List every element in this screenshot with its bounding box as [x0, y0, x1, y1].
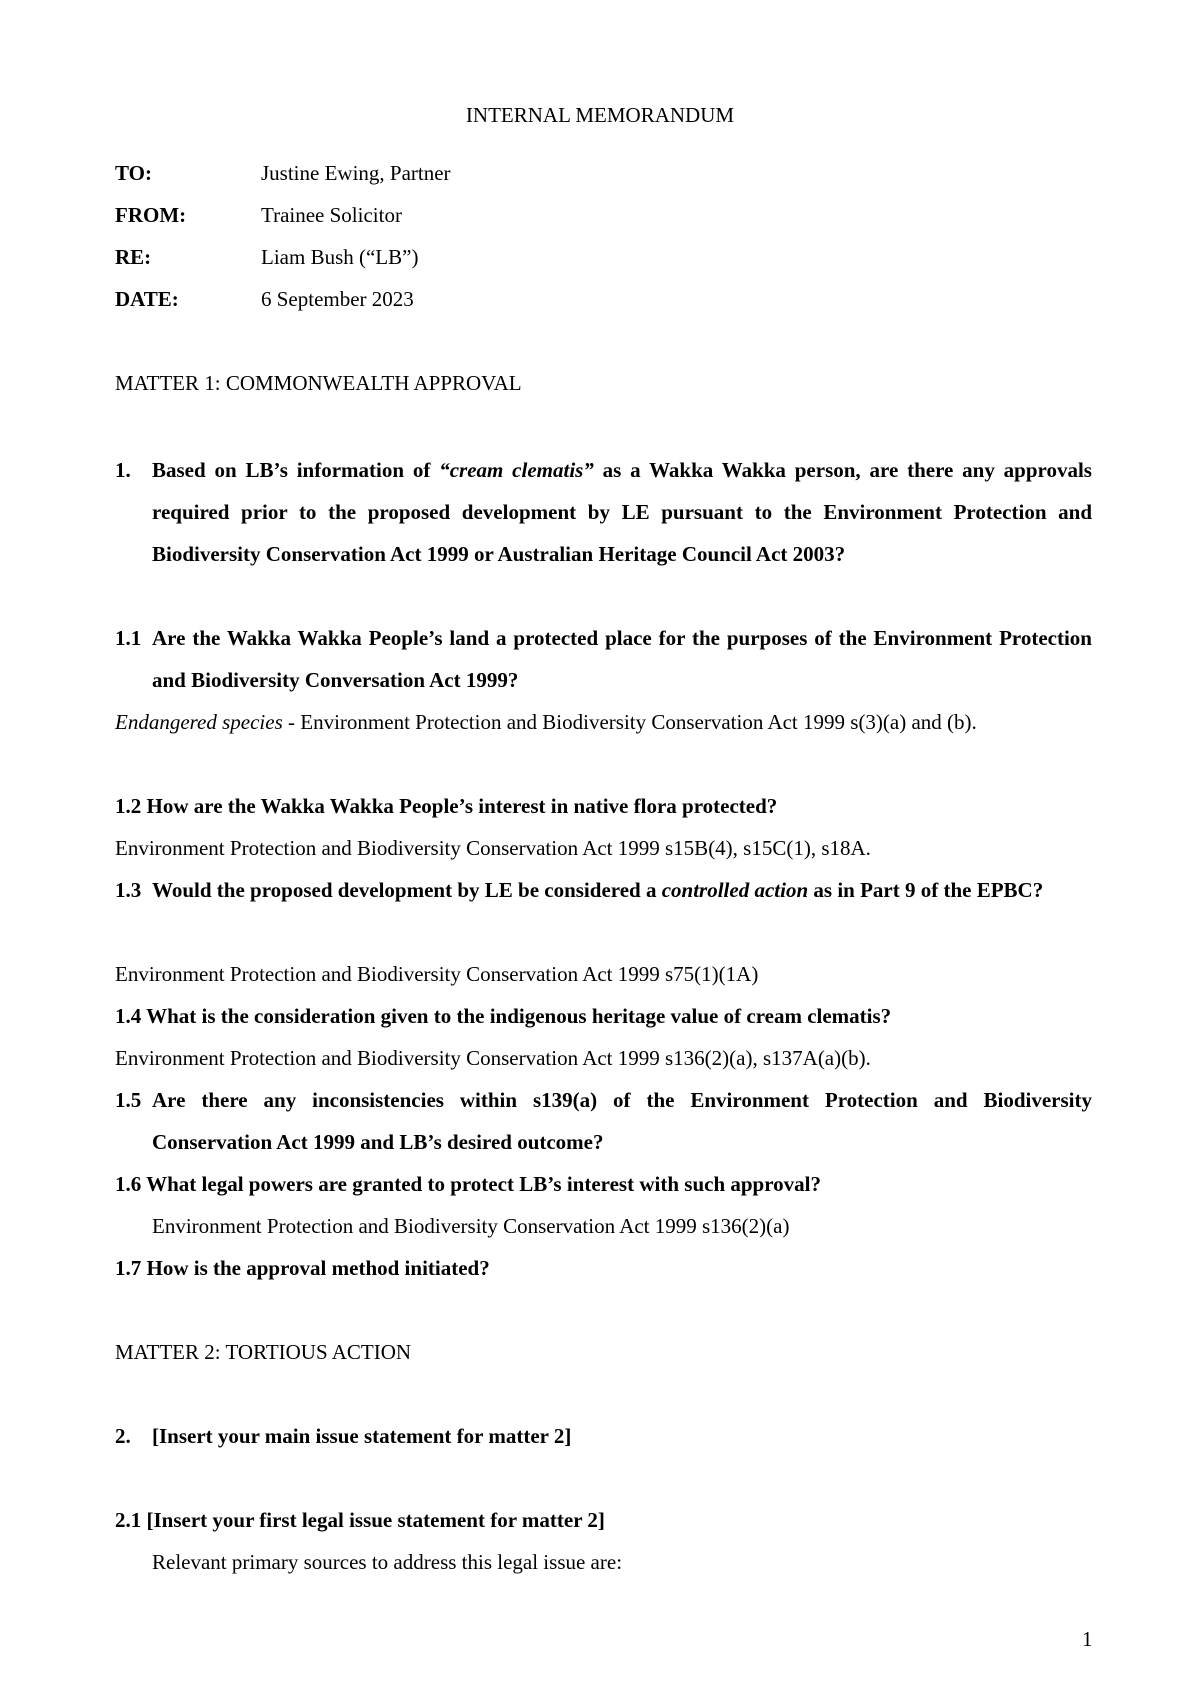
question-1-number: 1.: [115, 458, 131, 482]
from-value: Trainee Solicitor: [261, 203, 402, 227]
date-label: DATE:: [115, 287, 179, 311]
question-2: [Insert your main issue statement for matter 2]: [152, 1424, 572, 1448]
question-2-1: 2.1 [Insert your first legal issue statement for matter 2]: [115, 1508, 605, 1532]
question-1-7: 1.7 How is the approval method initiated?: [115, 1256, 490, 1280]
question-1-1-number: 1.1: [115, 626, 142, 650]
matter-1-heading: MATTER 1: COMMONWEALTH APPROVAL: [115, 371, 522, 395]
reference-2-1: Relevant primary sources to address this legal issue are:: [152, 1550, 623, 1574]
question-1-3-text-a: Would the proposed development by LE be considered a: [152, 878, 662, 902]
matter-2-heading: MATTER 2: TORTIOUS ACTION: [115, 1340, 412, 1364]
question-1-3-number: 1.3: [115, 878, 142, 902]
to-label: TO:: [115, 161, 152, 185]
re-value: Liam Bush (“LB”): [261, 245, 419, 269]
question-1-2: 1.2 How are the Wakka Wakka People’s interest in native flora protected?: [115, 794, 778, 818]
question-1-4: 1.4 What is the consideration given to the indigenous heritage value of cream clematis?: [115, 1004, 892, 1028]
reference-1-1-italic: Endangered species: [115, 710, 283, 734]
from-label: FROM:: [115, 203, 187, 227]
question-1-3-italic: controlled action: [661, 878, 809, 902]
reference-1-2: Environment Protection and Biodiversity Conservation Act 1999 s15B(4), s15C(1), s18A.: [115, 836, 871, 860]
reference-1-3: Environment Protection and Biodiversity Conservation Act 1999 s75(1)(1A): [115, 962, 759, 986]
re-label: RE:: [115, 245, 152, 269]
memo-title: INTERNAL MEMORANDUM: [465, 103, 735, 127]
question-2-number: 2.: [115, 1424, 131, 1448]
reference-1-6: Environment Protection and Biodiversity Conservation Act 1999 s136(2)(a): [152, 1214, 790, 1238]
question-1-text-a: Based on LB’s information of: [152, 458, 440, 482]
question-1-5: Are there any inconsistencies within s139(a) of the Environment Protection and Biodiversity Conservation Act 1999 and LB’s desired outcome?: [152, 1088, 1092, 1154]
reference-1-1: [115, 701, 1092, 743]
question-1-text-b: as a Wakka Wakka person, are there any approvals required prior to the proposed development by LE pursuant to the Environment Protection and Biodiversity Conservation Act 1999 or Australian Heritage Council Act 2003?: [152, 458, 1092, 566]
question-1: [152, 449, 1092, 575]
page-number: 1: [1082, 1627, 1093, 1651]
date-value: 6 September 2023: [261, 287, 414, 311]
question-1-3: [152, 869, 1092, 911]
to-value: Justine Ewing, Partner: [261, 161, 451, 185]
question-1-5-number: 1.5: [115, 1088, 142, 1112]
question-1-1: Are the Wakka Wakka People’s land a protected place for the purposes of the Environment Protection and Biodiversity Conversation Act 1999?: [152, 626, 1092, 692]
question-1-6: 1.6 What legal powers are granted to protect LB’s interest with such approval?: [115, 1172, 822, 1196]
reference-1-4: Environment Protection and Biodiversity Conservation Act 1999 s136(2)(a), s137A(a)(b).: [115, 1046, 871, 1070]
question-1-italic: “cream clematis”: [439, 458, 594, 482]
reference-1-1-text: - Environment Protection and Biodiversity Conservation Act 1999 s(3)(a) and (b).: [282, 710, 977, 734]
question-1-3-text-b: as in Part 9 of the EPBC?: [808, 878, 1044, 902]
